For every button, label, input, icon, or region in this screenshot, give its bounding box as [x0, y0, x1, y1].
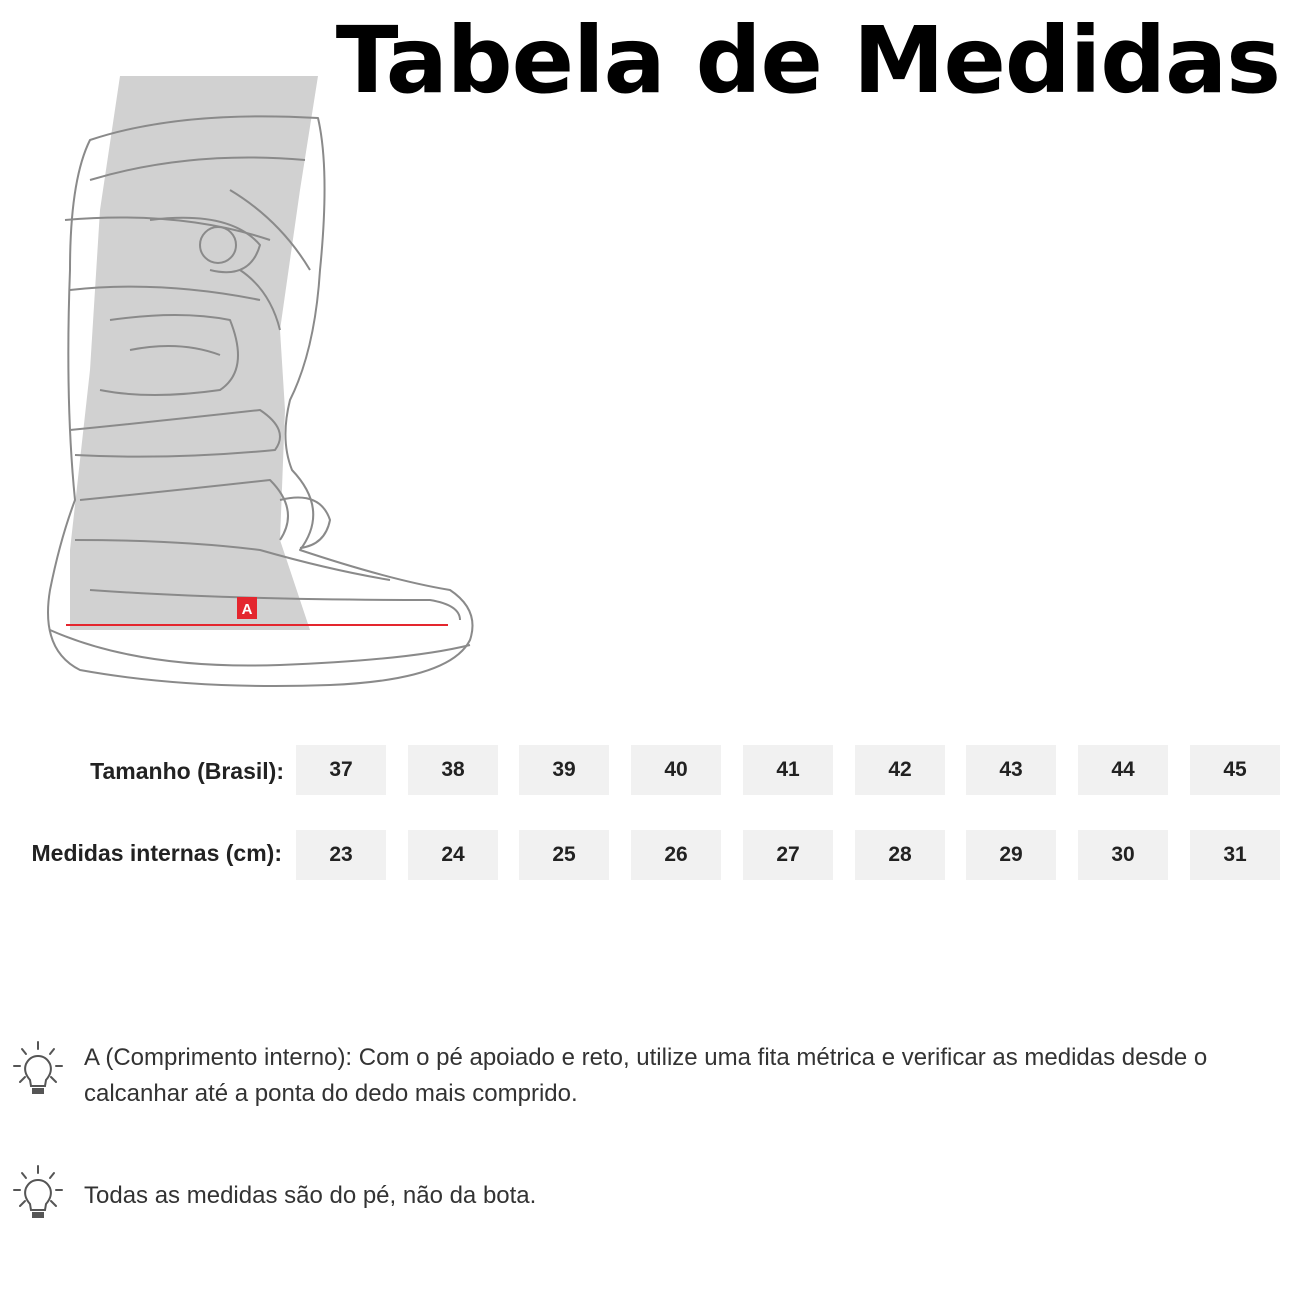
measure-cell: 27: [743, 830, 833, 880]
size-row-label: Tamanho (Brasil):: [90, 758, 284, 784]
size-cell: 42: [855, 745, 945, 795]
measure-cell: 24: [408, 830, 498, 880]
measure-cell: 31: [1190, 830, 1280, 880]
page-title: Tabela de Medidas: [335, 7, 1280, 114]
size-cell: 37: [296, 745, 386, 795]
size-cell: 43: [966, 745, 1056, 795]
note-foot-only-text: Todas as medidas são do pé, não da bota.: [84, 1182, 537, 1209]
boot-sole-outline: [50, 630, 470, 666]
measure-cell: 29: [966, 830, 1056, 880]
size-cell: 40: [631, 745, 721, 795]
size-cell: 45: [1190, 745, 1280, 795]
size-cell: 44: [1078, 745, 1168, 795]
measure-row-label: Medidas internas (cm):: [31, 840, 282, 866]
measure-cell: 23: [296, 830, 386, 880]
measure-cell: 26: [631, 830, 721, 880]
note-measurement-text: A (Comprimento interno): Com o pé apoiado e reto, utilize uma fita métrica e verificar as medidas desde o calcanhar até a ponta do dedo mais comprido.: [84, 1044, 1208, 1107]
size-cell: 39: [519, 745, 609, 795]
measure-cell: 30: [1078, 830, 1168, 880]
lightbulb-icon: [12, 1164, 64, 1224]
boot-illustration: [30, 70, 500, 700]
measure-cell: 25: [519, 830, 609, 880]
measure-cell: 28: [855, 830, 945, 880]
measurement-marker-label: A: [241, 601, 253, 618]
lightbulb-icon: [12, 1040, 64, 1100]
size-cell: 38: [408, 745, 498, 795]
size-cell: 41: [743, 745, 833, 795]
